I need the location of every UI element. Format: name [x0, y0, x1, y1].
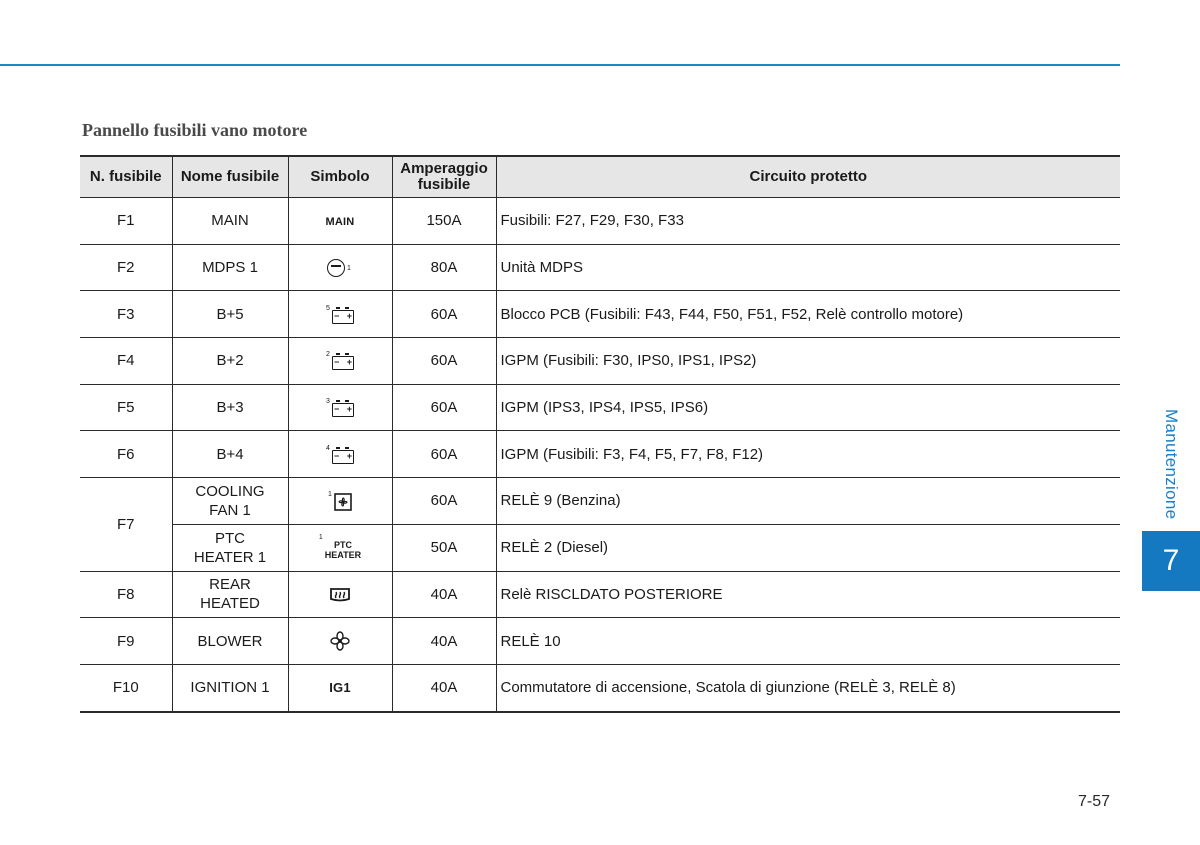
fuse-number: F6: [80, 431, 172, 478]
header-amperage-line2: fusibile: [417, 176, 471, 193]
table-row: [80, 431, 1120, 478]
fuse-circuit: RELÈ 10: [496, 618, 1120, 665]
fuse-amperage: 40A: [392, 618, 496, 665]
fuse-amperage: 60A: [392, 478, 496, 525]
rear-defroster-icon: [329, 587, 351, 603]
fuse-symbol: [288, 571, 392, 618]
fuse-circuit: Relè RISCLDATO POSTERIORE: [496, 571, 1120, 618]
battery-icon: − +: [332, 403, 354, 417]
ptc-heater-symbol: [325, 540, 361, 560]
fuse-amperage: 50A: [392, 524, 496, 571]
header-fuse-number: N. fusibile: [80, 156, 172, 198]
fuse-circuit: RELÈ 2 (Diesel): [496, 524, 1120, 571]
ig1-symbol-text: IG1: [329, 680, 351, 696]
fuse-symbol: [288, 384, 392, 431]
fuse-name: B+5: [172, 291, 288, 338]
fuse-name: [172, 571, 288, 618]
header-fuse-name: Nome fusibile: [172, 156, 288, 198]
battery-icon: − +: [332, 356, 354, 370]
steering-wheel-icon: [327, 259, 345, 277]
fuse-name-line2: HEATER 1: [193, 548, 267, 566]
table-row: [80, 524, 1120, 571]
main-symbol-text: MAIN: [325, 216, 355, 229]
symbol-index: 1: [328, 490, 332, 498]
fuse-symbol: [288, 478, 392, 525]
symbol-index: 1: [318, 534, 323, 542]
fuse-circuit: Commutatore di accensione, Scatola di giunzione (RELÈ 3, RELÈ 8): [496, 664, 1120, 711]
section-title: Pannello fusibili vano motore: [82, 120, 308, 140]
header-amperage-line1: Amperaggio: [400, 160, 488, 177]
fuse-name: IGNITION 1: [172, 664, 288, 711]
top-accent-rule: [0, 64, 1120, 66]
fuse-number: F10: [80, 664, 172, 711]
table-row: [80, 478, 1120, 525]
fuse-symbol: [288, 244, 392, 291]
fuse-number: F9: [80, 618, 172, 665]
header-symbol: Simbolo: [288, 156, 392, 198]
header-amperage: [392, 156, 496, 198]
fuse-amperage: 40A: [392, 571, 496, 618]
fuse-number: F4: [80, 338, 172, 385]
fuse-amperage: 40A: [392, 664, 496, 711]
fuse-number: F7: [80, 478, 172, 571]
blower-fan-icon: [330, 631, 350, 651]
table-row: [80, 291, 1120, 338]
fuse-name: MDPS 1: [172, 244, 288, 291]
fuse-name: B+4: [172, 431, 288, 478]
fuse-circuit: RELÈ 9 (Benzina): [496, 478, 1120, 525]
table-row: [80, 664, 1120, 711]
fuse-name: [172, 524, 288, 571]
fuse-name: MAIN: [172, 198, 288, 245]
ptc-symbol-line1: PTC: [333, 540, 352, 551]
symbol-index: 3: [326, 398, 330, 406]
fuse-amperage: 60A: [392, 431, 496, 478]
fuse-number: F8: [80, 571, 172, 618]
fuse-number: F1: [80, 198, 172, 245]
fuse-amperage: 60A: [392, 338, 496, 385]
fuse-name: B+2: [172, 338, 288, 385]
fuse-amperage: 60A: [392, 384, 496, 431]
fuse-number: F2: [80, 244, 172, 291]
fuse-name: B+3: [172, 384, 288, 431]
fuse-symbol: [288, 664, 392, 711]
fuse-amperage: 150A: [392, 198, 496, 245]
battery-icon: − +: [332, 310, 354, 324]
fuse-circuit: Unità MDPS: [496, 244, 1120, 291]
fuse-symbol: [288, 618, 392, 665]
fuse-name-line1: COOLING: [195, 482, 265, 500]
fuse-circuit: IGPM (IPS3, IPS4, IPS5, IPS6): [496, 384, 1120, 431]
symbol-index: 4: [326, 444, 330, 452]
cooling-fan-icon: [334, 493, 352, 511]
fuse-table: [80, 155, 1120, 713]
page-number: 7-57: [1078, 793, 1111, 810]
ptc-symbol-line2: HEATER: [324, 550, 362, 561]
fuse-number: F3: [80, 291, 172, 338]
table-row: [80, 384, 1120, 431]
fuse-symbol: [288, 291, 392, 338]
chapter-number-box: 7: [1142, 531, 1200, 591]
chapter-side-label: Manutenzione: [1162, 408, 1181, 520]
battery-icon: − +: [332, 450, 354, 464]
fuse-name-line1: PTC: [215, 529, 245, 547]
fuse-name-line1: REAR: [209, 576, 251, 594]
table-header-row: [80, 156, 1120, 198]
fuse-name: BLOWER: [172, 618, 288, 665]
table-row: [80, 571, 1120, 618]
fuse-amperage: 60A: [392, 291, 496, 338]
header-circuit: Circuito protetto: [496, 156, 1120, 198]
fuse-amperage: 80A: [392, 244, 496, 291]
fuse-symbol: [288, 338, 392, 385]
symbol-index: 1: [347, 264, 351, 272]
fuse-circuit: IGPM (Fusibili: F30, IPS0, IPS1, IPS2): [496, 338, 1120, 385]
table-row: [80, 338, 1120, 385]
table-row: [80, 198, 1120, 245]
fuse-circuit: IGPM (Fusibili: F3, F4, F5, F7, F8, F12): [496, 431, 1120, 478]
symbol-index: 5: [326, 304, 330, 312]
fuse-circuit: Fusibili: F27, F29, F30, F33: [496, 198, 1120, 245]
fuse-name-line2: FAN 1: [209, 501, 251, 519]
table-row: [80, 618, 1120, 665]
fuse-symbol: [288, 198, 392, 245]
fuse-number: F5: [80, 384, 172, 431]
fuse-name: [172, 478, 288, 525]
fuse-name-line2: HEATED: [200, 595, 260, 613]
symbol-index: 2: [326, 351, 330, 359]
fuse-symbol: [288, 524, 392, 571]
fuse-circuit: Blocco PCB (Fusibili: F43, F44, F50, F51, F52, Relè controllo motore): [496, 291, 1120, 338]
table-row: [80, 244, 1120, 291]
fuse-symbol: [288, 431, 392, 478]
